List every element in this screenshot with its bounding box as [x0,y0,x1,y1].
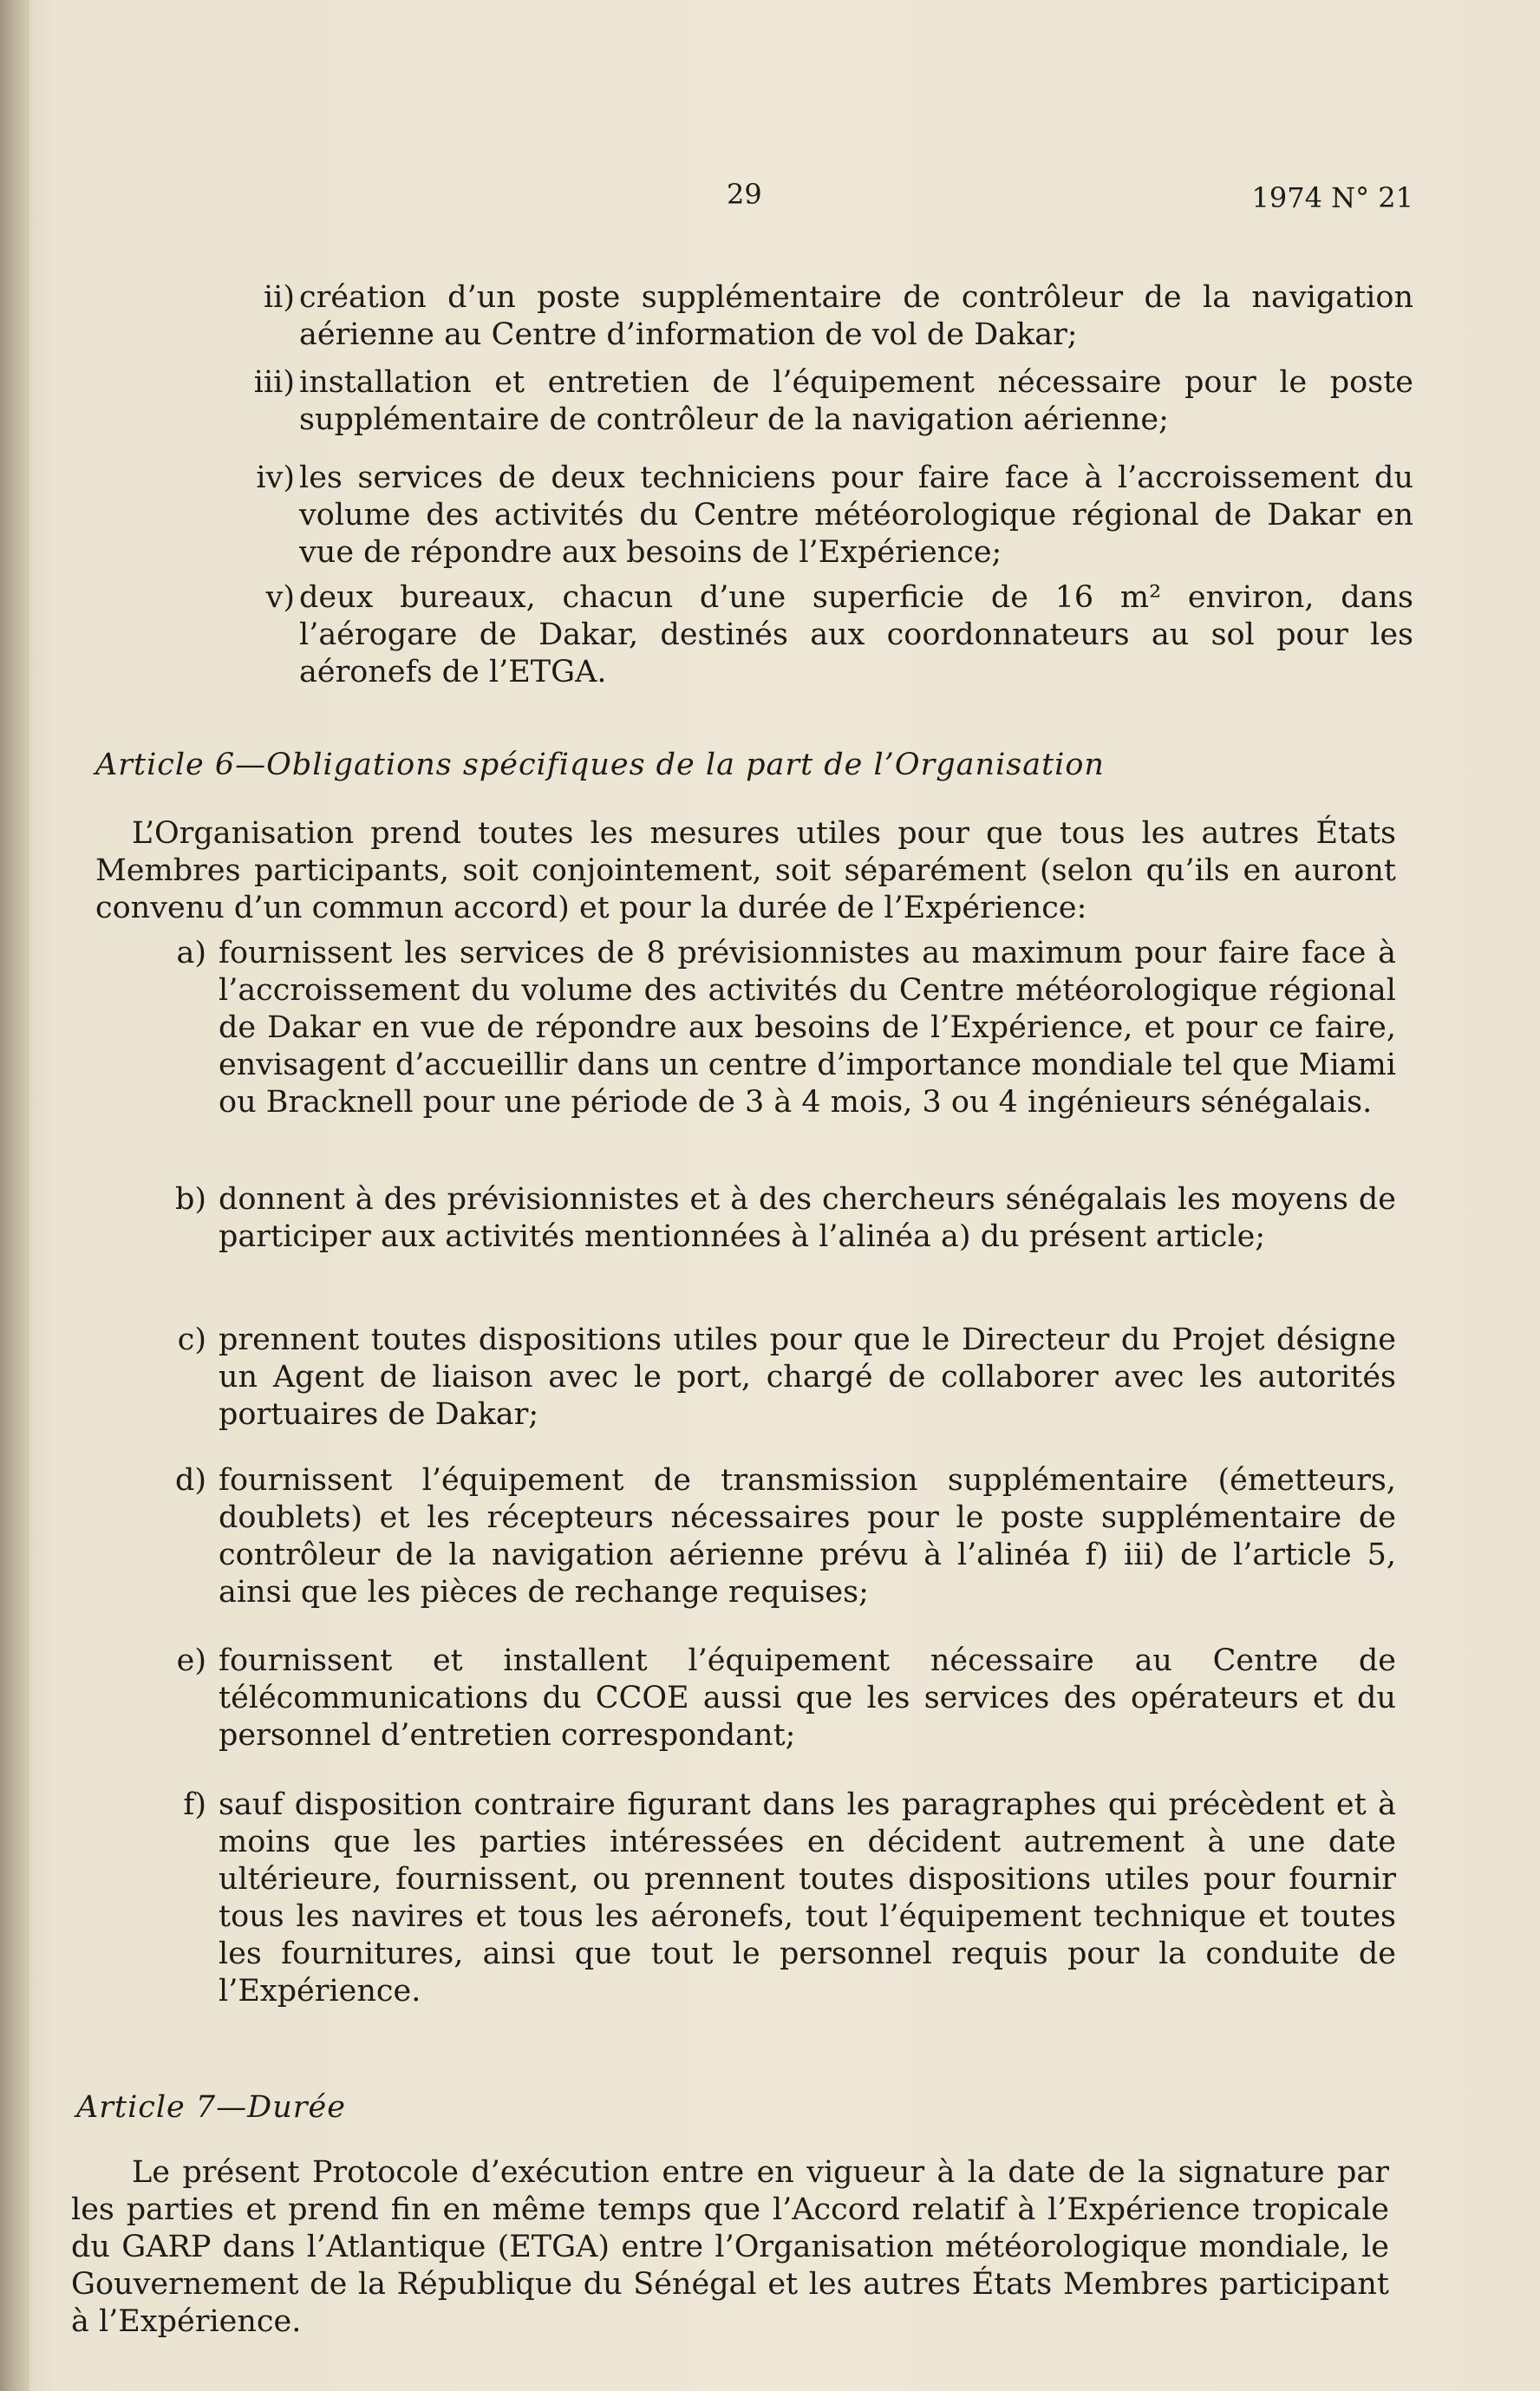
list-marker: a) [176,936,206,970]
list-item-text: donnent à des prévisionnistes et à des chercheurs sénégalais les moyens de participer aux activités mentionnées à l’alinéa a) du présent article; [219,1182,1396,1254]
list-item [156,1181,1396,1256]
list-item-text: installation et entretien de l’équipement nécessaire pour le poste supplémentaire de contrôleur de la navigation aérienne; [299,365,1413,437]
list-marker: b) [174,1182,206,1217]
list-marker: iii) [253,365,295,400]
list-item [217,279,1413,354]
list-item [156,1462,1396,1611]
list-marker: e) [176,1643,206,1678]
list-item-text: les services de deux techniciens pour faire face à l’accroissement du volume des activités du Centre météorologique régional de Dakar en vue de répondre aux besoins de l’Expérience; [299,461,1413,570]
list-item-text: fournissent les services de 8 prévisionnistes au maximum pour faire face à l’accroissement du volume des activités du Centre météorologique régional de Dakar en vue de répondre aux besoins de l’Expérience, et pour ce faire, envisagent d’accueillir dans un centre d’importance mondiale tel que Miami ou Bracknell pour une période de 3 à 4 mois, 3 ou 4 ingénieurs sénégalais. [219,936,1396,1120]
list-item [156,1643,1396,1754]
list-marker: ii) [263,280,295,315]
article-6-title: Article 6—Obligations spécifiques de la part de l’Organisation [95,748,1105,782]
list-item [156,935,1396,1121]
article-6-intro: L’Organisation prend toutes les mesures utiles pour que tous les autres États Membres participants, soit conjointement, soit séparément (selon qu’ils en auront convenu d’un commun accord) et pour la durée de l’Expérience: [95,816,1396,925]
list-item-text: création d’un poste supplémentaire de contrôleur de la navigation aérienne au Centre d’information de vol de Dakar; [299,280,1413,352]
journal-reference: 1974 N° 21 [1251,181,1413,214]
list-item-text: fournissent et installent l’équipement nécessaire au Centre de télécommunications du CCOE aussi que les services des opérateurs et du personnel d’entretien correspondant; [219,1643,1396,1753]
list-item-text: deux bureaux, chacun d’une superficie de 16 m² environ, dans l’aérogare de Dakar, destinés aux coordonnateurs au sol pour les aéronefs de l’ETGA. [299,580,1413,689]
list-marker: c) [177,1323,206,1357]
list-item-text: fournissent l’équipement de transmission supplémentaire (émetteurs, doublets) et les récepteurs nécessaires pour le poste supplémentaire de contrôleur de la navigation aérienne prévu à l’alinéa f) iii) de l’article 5, ainsi que les pièces de rechange requises; [219,1463,1396,1610]
list-item [217,579,1413,691]
book-spine [0,0,29,2391]
list-item [217,460,1413,572]
list-marker: f) [183,1787,206,1822]
list-marker: d) [174,1463,206,1498]
list-item-text: sauf disposition contraire figurant dans les paragraphes qui précèdent et à moins que les parties intéressées en décident autrement à une date ultérieure, fournissent, ou prennent toutes dispositions utiles pour fournir tous les navires et tous les aéronefs, tout l’équipement technique et toutes les fournitures, ainsi que tout le personnel requis pour la conduite de l’Expérience. [219,1787,1396,2009]
list-item-text: prennent toutes dispositions utiles pour que le Directeur du Projet désigne un Agent de liaison avec le port, chargé de collaborer avec les autorités portuaires de Dakar; [219,1323,1396,1432]
article-7-title: Article 7—Durée [76,2090,346,2125]
list-item [217,364,1413,439]
page-header [0,178,1540,221]
page-number: 29 [727,178,762,211]
list-marker: iv) [256,461,295,495]
list-item [156,1322,1396,1434]
list-marker: v) [265,580,295,615]
article-7-text: Le présent Protocole d’exécution entre en vigueur à la date de la signature par les parties et prend fin en même temps que l’Accord relatif à l’Expérience tropicale du GARP dans l’Atlantique (ETGA) entre l’Organisation météorologique mondiale, le Gouvernement de la République du Sénégal et les autres États Membres participant à l’Expérience. [71,2155,1389,2339]
list-item [156,1787,1396,2010]
